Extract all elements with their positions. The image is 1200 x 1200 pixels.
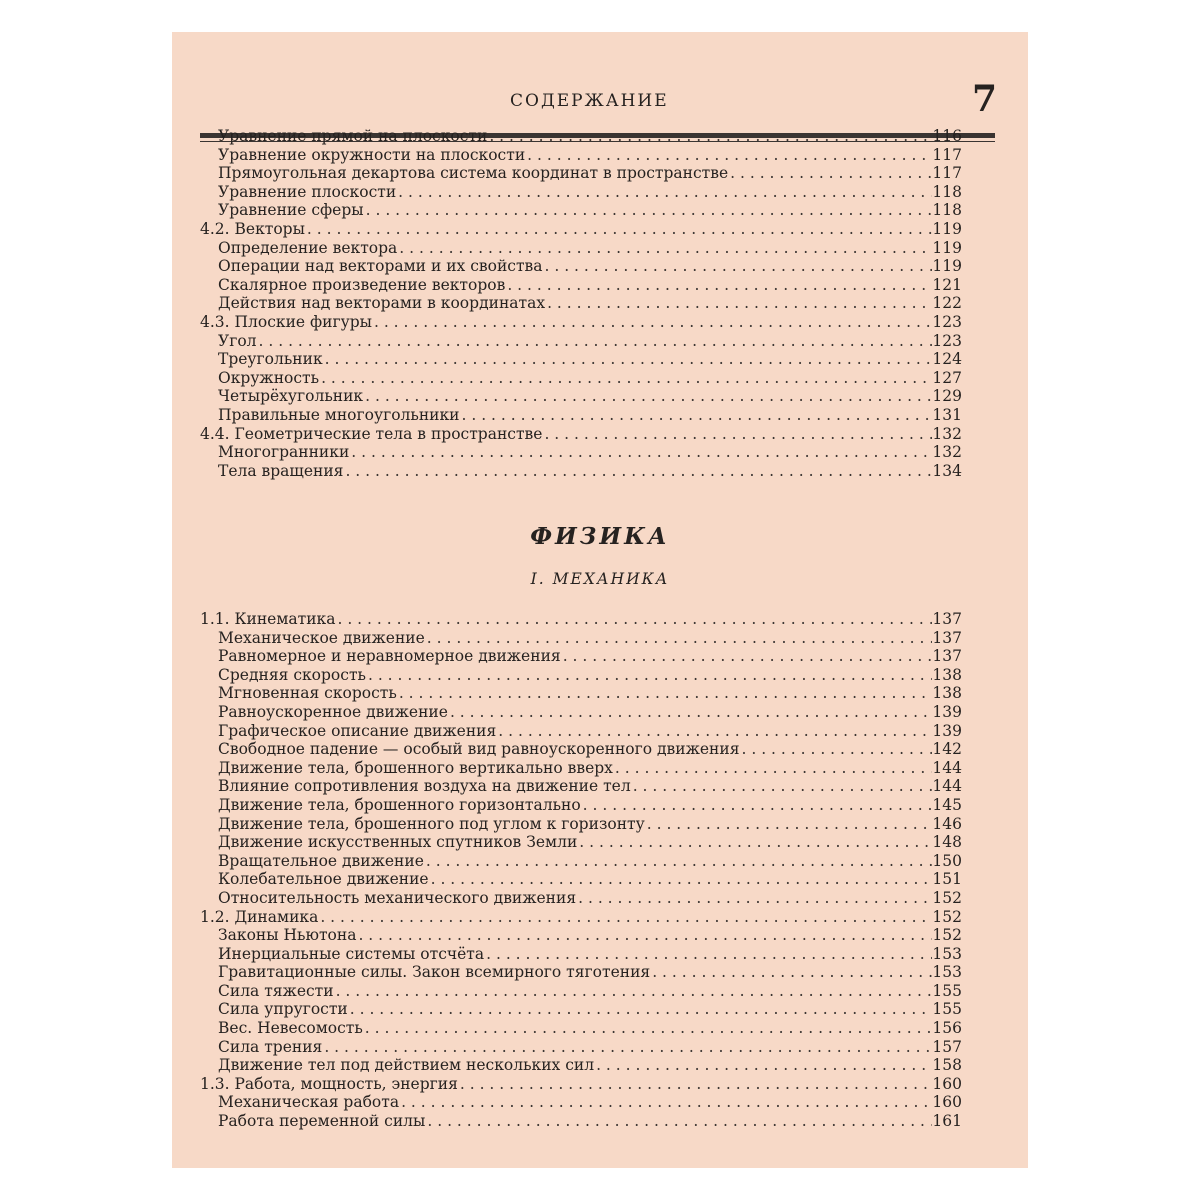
toc-entry-page: 152 (932, 907, 962, 926)
toc-entry-page: 117 (932, 145, 962, 164)
toc-entry-page: 144 (932, 777, 962, 796)
toc-entry-page: 156 (932, 1019, 962, 1038)
toc-dot-leader (542, 425, 932, 444)
toc-dot-leader (496, 722, 932, 741)
toc-entry (200, 1000, 962, 1019)
toc-dot-leader (399, 1093, 932, 1112)
toc-entry-page: 157 (932, 1037, 962, 1056)
toc-entry (200, 1112, 962, 1131)
toc-entry-page: 144 (932, 758, 962, 777)
toc-entry-page: 148 (932, 833, 962, 852)
toc-entry-title: Тела вращения (218, 461, 344, 480)
toc-entry-title: Угол (218, 331, 257, 350)
toc-entry (200, 294, 962, 313)
toc-entry-page: 119 (932, 257, 962, 276)
toc-entry (200, 239, 962, 258)
toc-entry-page: 152 (932, 888, 962, 907)
toc-entry (200, 684, 962, 703)
toc-entry-page: 123 (932, 312, 962, 331)
toc-entry (200, 647, 962, 666)
toc-entry-title: Действия над векторами в координатах (218, 294, 546, 313)
running-head: СОДЕРЖАНИЕ (510, 91, 669, 111)
toc-entry-page: 158 (932, 1056, 962, 1075)
toc-entry (200, 777, 962, 796)
toc-entry-page: 118 (932, 182, 962, 201)
toc-entry-title: Инерциальные системы отсчёта (218, 944, 485, 963)
subsection-title: I. МЕХАНИКА (530, 570, 670, 588)
toc-entry (200, 369, 962, 388)
toc-entry (200, 1019, 962, 1038)
toc-entry-title: Уравнение прямой на плоскости (218, 127, 488, 145)
toc-dot-leader (576, 889, 932, 908)
toc-dot-leader (397, 239, 932, 258)
toc-entry (200, 796, 962, 815)
toc-entry-title: Графическое описание движения (218, 721, 497, 740)
toc-entry-title: Сила тяжести (218, 981, 334, 1000)
page-header (172, 62, 1028, 122)
toc-entry-title: Гравитационные силы. Закон всемирного тяготения (218, 963, 651, 982)
toc-entry (200, 908, 962, 927)
toc-entry-page: 121 (932, 275, 962, 294)
toc-entry-title: Многогранники (218, 443, 350, 462)
toc-entry-page: 132 (932, 424, 962, 443)
toc-entry (200, 425, 962, 444)
toc-dot-leader (448, 703, 932, 722)
toc-entry-page: 123 (932, 331, 962, 350)
toc-dot-leader (728, 164, 932, 183)
toc-entry (200, 629, 962, 648)
toc-entry-page: 152 (932, 926, 962, 945)
toc-dot-leader (348, 1000, 933, 1019)
toc-dot-leader (305, 220, 932, 239)
toc-entry (200, 462, 962, 481)
toc-entry-page: 116 (932, 127, 962, 145)
toc-entry-title: Равноускоренное движение (218, 702, 448, 721)
toc-entry-page: 124 (932, 350, 962, 369)
toc-entry (200, 982, 962, 1001)
toc-entry-title: Механическая работа (218, 1093, 400, 1112)
toc-entry-title: Треугольник (218, 350, 323, 369)
toc-entry (200, 1038, 962, 1057)
toc-entry-title: 1.1. Кинематика (200, 610, 336, 628)
section-title: ФИЗИКА (530, 523, 670, 550)
toc-entry-page: 131 (932, 405, 962, 424)
toc-dot-leader (650, 963, 932, 982)
toc-dot-leader (645, 815, 933, 834)
toc-entry-page: 119 (932, 219, 962, 238)
toc-entry-title: Законы Ньютона (218, 926, 357, 945)
toc-dot-leader (425, 629, 933, 648)
toc-entry-page: 118 (932, 201, 962, 220)
toc-dot-leader (581, 796, 933, 815)
toc-dot-leader (343, 462, 932, 481)
toc-entry-title: Определение вектора (218, 238, 398, 257)
toc-entry-title: Вращательное движение (218, 851, 424, 870)
toc-entry (200, 1056, 962, 1075)
toc-entry-page: 137 (932, 628, 962, 647)
toc-dot-leader (631, 777, 933, 796)
toc-dot-leader (425, 1112, 932, 1131)
toc-entry-page: 150 (932, 851, 962, 870)
toc-entry-page: 160 (932, 1074, 962, 1093)
toc-dot-leader (363, 1019, 933, 1038)
toc-entry-title: Работа переменной силы (218, 1112, 426, 1131)
toc-entry-title: Сила упругости (218, 1000, 348, 1019)
toc-entry (200, 945, 962, 964)
toc-entry (200, 833, 962, 852)
toc-entry (200, 146, 962, 165)
toc-entry-page: 155 (932, 1000, 962, 1019)
toc-entry (200, 276, 962, 295)
toc-entry-page: 160 (932, 1093, 962, 1112)
toc-entry (200, 759, 962, 778)
toc-entry-page: 139 (932, 721, 962, 740)
toc-entry-page: 138 (932, 665, 962, 684)
toc-entry-title: Относительность механического движения (218, 888, 577, 907)
toc-dot-leader (349, 443, 932, 462)
toc-entry-page: 137 (932, 647, 962, 666)
toc-entry-title: Движение тела, брошенного горизонтально (218, 795, 581, 814)
toc-entry-title: Влияние сопротивления воздуха на движение тел (218, 777, 631, 796)
toc-entry-title: Прямоугольная декартова система координат в пространстве (218, 164, 729, 183)
toc-entry (200, 815, 962, 834)
toc-entry (200, 332, 962, 351)
toc-entry (200, 722, 962, 741)
toc-entry-title: Движение искусственных спутников Земли (218, 833, 578, 852)
toc-entry-title: Уравнение окружности на плоскости (218, 145, 526, 164)
toc-dot-leader (577, 833, 932, 852)
toc-entry-title: Мгновенная скорость (218, 684, 397, 703)
toc-dot-leader (561, 647, 933, 666)
toc-entry-page: 129 (932, 387, 962, 406)
toc-entry-title: Движение тел под действием нескольких сил (218, 1056, 595, 1075)
toc-entry-title: 4.2. Векторы (200, 219, 305, 238)
toc-dot-leader (366, 666, 932, 685)
page-number: 7 (972, 78, 998, 120)
toc-list-geometry (200, 127, 962, 480)
toc-dot-leader (323, 350, 933, 369)
toc-entry-page: 122 (932, 294, 962, 313)
toc-entry-title: Равномерное и неравномерное движения (218, 647, 561, 666)
toc-entry-title: Движение тела, брошенного вертикально вверх (218, 758, 613, 777)
toc-entry-title: Четырёхугольник (218, 387, 364, 406)
toc-entry (200, 387, 962, 406)
toc-entry (200, 610, 962, 629)
toc-entry-title: Средняя скорость (218, 665, 366, 684)
toc-dot-leader (318, 908, 932, 927)
toc-dot-leader (739, 740, 932, 759)
toc-entry-page: 138 (932, 684, 962, 703)
toc-dot-leader (487, 127, 932, 146)
toc-entry-page: 153 (932, 963, 962, 982)
toc-dot-leader (543, 257, 933, 276)
toc-dot-leader (334, 982, 933, 1001)
toc-entry (200, 740, 962, 759)
toc-dot-leader (363, 387, 932, 406)
toc-dot-leader (396, 183, 932, 202)
toc-entry-page: 155 (932, 981, 962, 1000)
toc-dot-leader (613, 759, 933, 778)
toc-entry-title: Окружность (218, 368, 320, 387)
toc-entry-page: 132 (932, 443, 962, 462)
toc-entry (200, 852, 962, 871)
toc-entry (200, 201, 962, 220)
toc-entry (200, 963, 962, 982)
toc-entry-page: 145 (932, 795, 962, 814)
toc-entry-title: 1.2. Динамика (200, 907, 319, 926)
toc-dot-leader (319, 369, 932, 388)
toc-entry-page: 134 (932, 461, 962, 480)
toc-entry-title: 1.3. Работа, мощность, энергия (200, 1074, 458, 1093)
toc-entry (200, 1075, 962, 1094)
toc-entry (200, 870, 962, 889)
toc-dot-leader (322, 1038, 932, 1057)
toc-dot-leader (458, 1075, 933, 1094)
toc-entry-title: Уравнение плоскости (218, 182, 397, 201)
toc-entry (200, 127, 962, 146)
toc-entry-title: Механическое движение (218, 628, 425, 647)
toc-entry-page: 127 (932, 368, 962, 387)
toc-dot-leader (397, 684, 933, 703)
toc-dot-leader (594, 1056, 932, 1075)
toc-dot-leader (505, 276, 932, 295)
toc-entry (200, 257, 962, 276)
toc-entry-title: Свободное падение — особый вид равноускоренного движения (218, 740, 740, 759)
toc-dot-leader (545, 294, 932, 313)
toc-entry (200, 183, 962, 202)
toc-dot-leader (460, 406, 933, 425)
toc-entry-title: Колебательное движение (218, 870, 429, 889)
toc-list-mechanics (200, 610, 962, 1131)
toc-dot-leader (429, 870, 933, 889)
toc-entry (200, 350, 962, 369)
toc-entry-page: 119 (932, 238, 962, 257)
toc-entry-title: 4.3. Плоские фигуры (200, 312, 372, 331)
toc-entry-page: 137 (932, 610, 962, 628)
toc-entry-page: 146 (932, 814, 962, 833)
toc-entry (200, 406, 962, 425)
toc-entry (200, 1093, 962, 1112)
toc-entry (200, 443, 962, 462)
toc-dot-leader (257, 332, 933, 351)
toc-entry (200, 164, 962, 183)
toc-entry (200, 220, 962, 239)
book-page (172, 32, 1028, 1168)
toc-entry (200, 889, 962, 908)
toc-entry-title: Вес. Невесомость (218, 1019, 363, 1038)
toc-entry-title: Сила трения (218, 1037, 323, 1056)
toc-entry-page: 153 (932, 944, 962, 963)
toc-dot-leader (525, 146, 932, 165)
toc-entry-page: 142 (932, 740, 962, 759)
toc-entry-title: Операции над векторами и их свойства (218, 257, 543, 276)
toc-dot-leader (335, 610, 932, 629)
toc-entry-title: Скалярное произведение векторов (218, 275, 506, 294)
toc-dot-leader (484, 945, 932, 964)
toc-dot-leader (364, 201, 933, 220)
toc-entry-page: 151 (932, 870, 962, 889)
toc-dot-leader (372, 313, 932, 332)
toc-entry-page: 117 (932, 164, 962, 183)
toc-dot-leader (424, 852, 933, 871)
toc-entry (200, 313, 962, 332)
toc-entry-title: 4.4. Геометрические тела в пространстве (200, 424, 543, 443)
toc-entry-title: Уравнение сферы (218, 201, 364, 220)
toc-entry-title: Движение тела, брошенного под углом к горизонту (218, 814, 645, 833)
toc-entry-page: 139 (932, 702, 962, 721)
toc-entry-title: Правильные многоугольники (218, 405, 460, 424)
toc-entry (200, 703, 962, 722)
toc-dot-leader (356, 926, 932, 945)
toc-entry-page: 161 (932, 1112, 962, 1131)
toc-entry (200, 666, 962, 685)
toc-entry (200, 926, 962, 945)
